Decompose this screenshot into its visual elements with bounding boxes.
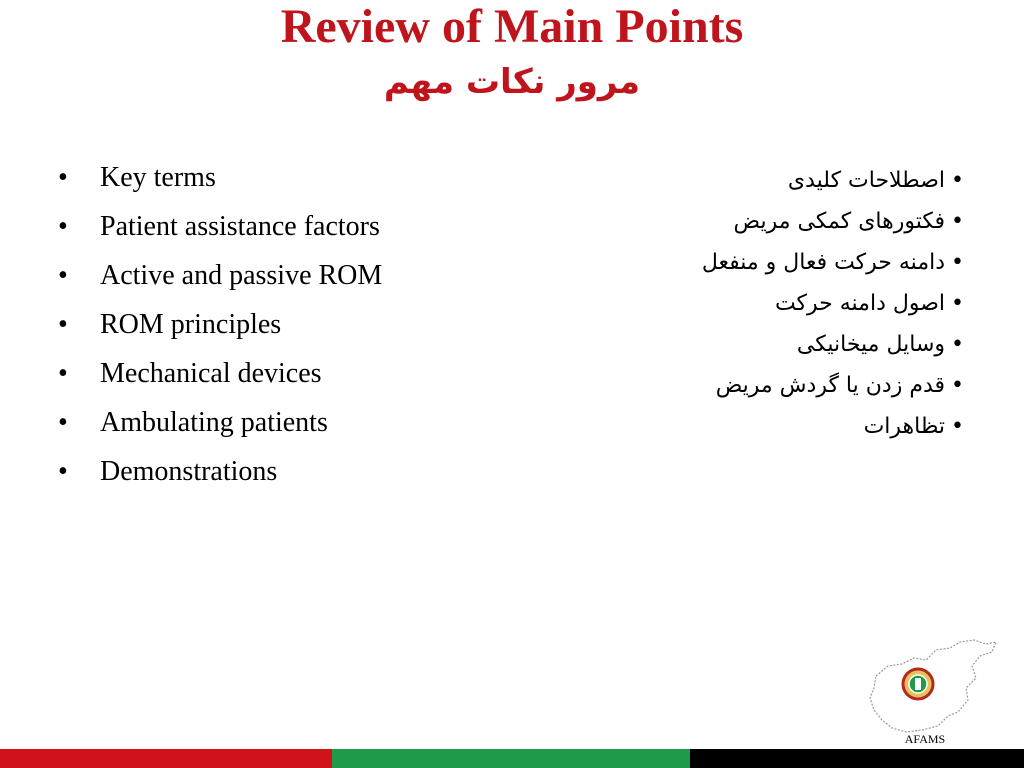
list-item-text: Ambulating patients [100,407,328,438]
bullet-icon: • [951,373,964,398]
bullet-icon: • [951,414,964,439]
list-item [58,405,478,441]
list-item [58,454,478,490]
bullet-icon: • [951,291,964,316]
list-item [544,406,964,447]
flag-green-stripe [332,749,690,768]
list-item-text: Key terms [100,162,216,193]
flag-black-stripe [690,749,1024,768]
bullet-icon: • [58,309,68,340]
list-item [544,283,964,324]
dari-bullet-list [544,160,964,447]
list-item-text: اصطلاحات کلیدی [787,168,946,193]
list-item-text: Active and passive ROM [100,260,383,291]
flag-color-bar [0,749,1024,768]
list-item-text: وسایل میخانیکی [796,332,946,357]
bullet-icon: • [58,260,68,291]
list-item-text: ROM principles [100,309,282,340]
list-item [544,365,964,406]
list-item-text: قدم زدن یا گردش مریض [715,373,946,398]
list-item [544,242,964,283]
list-item [58,209,478,245]
slide-subtitle: مرور نکات مهم [383,62,641,102]
list-item-text: Mechanical devices [100,358,322,389]
slide-title: Review of Main Points [280,0,744,53]
list-item-text: اصول دامنه حرکت [774,291,946,316]
bullet-icon: • [58,407,68,438]
afams-label: AFAMS [904,732,946,746]
list-item [58,307,478,343]
list-item [544,160,964,201]
list-item [544,324,964,365]
list-item-text: فکتورهای کمکی مریض [733,209,946,234]
bullet-icon: • [58,358,68,389]
list-item [544,201,964,242]
english-bullet-list [58,160,478,503]
bullet-icon: • [951,168,964,193]
list-item-text: Demonstrations [100,456,278,487]
bullet-icon: • [58,456,68,487]
bullet-icon: • [58,162,68,193]
bullet-icon: • [951,332,964,357]
list-item [58,258,400,294]
bullet-icon: • [951,209,964,234]
bullet-icon: • [951,250,964,275]
list-item [58,160,478,196]
list-item-text: دامنه حرکت فعال و منفعل [701,250,946,275]
list-item-text: تظاهرات [863,414,946,439]
list-item-text: Patient assistance factors [100,211,380,242]
list-item [58,356,478,392]
flag-red-stripe [0,749,332,768]
bullet-icon: • [58,211,68,242]
